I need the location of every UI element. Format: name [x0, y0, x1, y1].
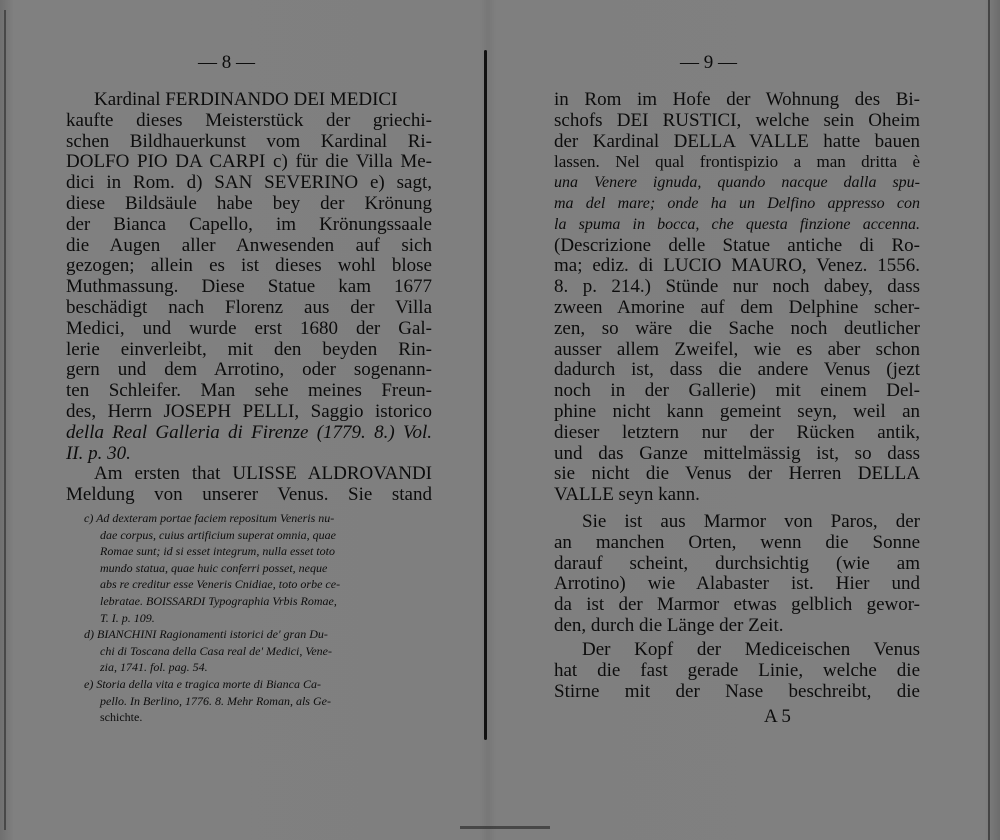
text-line: schofs DEI RUSTICI, welche sein Oheim — [554, 109, 920, 131]
text-line: (Descrizione delle Statue antiche di Ro- — [554, 234, 920, 256]
footnotes — [84, 510, 436, 726]
footnote-line: abs re creditur esse Veneris Cnidiae, toto orbe ce- — [100, 577, 341, 592]
right-paragraph-1 — [554, 90, 920, 506]
left-body-text — [66, 90, 432, 506]
footnote-line: c) Ad dexteram portae faciem repositum Veneris nu- — [84, 511, 335, 525]
text-line: kaufte dieses Meisterstück der griechi- — [66, 109, 432, 131]
text-line: den, durch die Länge der Zeit. — [554, 614, 784, 636]
text-line: darauf scheint, durchsichtig (wie am — [554, 552, 920, 574]
text-line: ma del mare; onde ha un Delfino appresso con — [554, 194, 920, 212]
text-line: Der Kopf der Mediceischen Venus — [582, 639, 920, 660]
footnote-line: pello. In Berlino, 1776. 8. Mehr Roman, als Ge- — [100, 693, 331, 708]
text-line: gezogen; allein es ist dieses wohl blose — [66, 255, 432, 277]
text-line: II. p. 30. — [66, 442, 131, 464]
footnote-line: zia, 1741. fol. pag. 54. — [100, 660, 208, 675]
text-line: una Venere ignuda, quando nacque dalla spu- — [554, 174, 920, 192]
footnote-line: e) Storia della vita e tragica morte di Bianca Ca- — [84, 676, 321, 691]
text-line: della Real Galleria di Firenze (1779. 8.) Vol. — [66, 421, 432, 443]
text-line: zween Amorine auf dem Delphine scher- — [554, 296, 920, 318]
text-line: ausser allem Zweifel, wie es aber schon — [554, 338, 920, 360]
footnote-line: schichte. — [100, 710, 143, 725]
text-line: beschädigt nach Florenz aus der Villa — [66, 296, 432, 318]
text-line: und das Ganze mittelmässig ist, so dass — [554, 442, 920, 464]
text-line: 8. p. 214.) Stünde nur noch dabey, dass — [554, 276, 920, 298]
right-page-edge — [988, 0, 990, 840]
footnote-line: T. I. p. 109. — [100, 610, 155, 625]
text-line: schen Bildhauerkunst vom Kardinal Ri- — [66, 130, 432, 152]
text-line: in Rom im Hofe der Wohnung des Bi- — [554, 89, 920, 110]
footnote-line: d) BIANCHINI Ragionamenti istorici de' gran Du- — [84, 627, 328, 642]
text-line: der Bianca Capello, im Krönungssaale — [66, 213, 432, 235]
right-paragraph-2 — [554, 512, 920, 637]
footnote-line: lebratae. BOISSARDI Typographia Vrbis Romae, — [100, 593, 337, 608]
text-line: Muthmassung. Diese Statue kam 1677 — [66, 276, 432, 298]
footnote-line: dae corpus, cuius artificium superat omnia, quae — [100, 527, 336, 542]
text-line: dieser letztern nur der Rücken antik, — [554, 421, 920, 443]
text-line: ma; ediz. di LUCIO MAURO, Venez. 1556. — [554, 255, 920, 277]
text-line: lassen. Nel qual frontispizio a man dritta è — [554, 152, 920, 172]
text-line: die Augen aller Anwesenden auf sich — [66, 234, 432, 256]
text-line: Arrotino) wie Alabaster ist. Hier und — [554, 573, 920, 595]
text-line: sie nicht die Venus der Herren DELLA — [554, 463, 920, 485]
text-line: dici in Rom. d) SAN SEVERINO e) sagt, — [66, 172, 432, 194]
text-line: an manchen Orten, wenn die Sonne — [554, 531, 920, 553]
text-line: lerie einverleibt, mit den beyden Rin- — [66, 338, 432, 360]
footnote-line: chi di Toscana della Casa real de' Medici, Vene- — [100, 643, 332, 658]
left-page-edge — [4, 10, 6, 830]
text-line: diese Bildsäule habe bey der Krönung — [66, 192, 432, 214]
text-line: Stirne mit der Nase beschreibt, die — [554, 680, 920, 702]
text-line: Medici, und wurde erst 1680 der Gal- — [66, 317, 432, 339]
text-line: phine nicht kann gemeint seyn, weil an — [554, 400, 920, 422]
text-line: noch in der Gallerie) mit einem Del- — [554, 380, 920, 402]
text-line: DOLFO PIO DA CARPI c) für die Villa Me- — [66, 151, 432, 173]
page-number-left: — 8 — — [198, 52, 255, 73]
text-line: gern und dem Arrotino, oder sogenann- — [66, 359, 432, 381]
text-line: zen, so wäre die Sache noch deutlicher — [554, 317, 920, 339]
footnote-line: mundo statua, quae huic conferri posset, neque — [100, 560, 328, 575]
right-paragraph-3 — [554, 640, 920, 702]
text-line: dadurch ist, dass die andere Venus (jezt — [554, 359, 920, 381]
text-line: Am ersten that ULISSE ALDROVANDI — [94, 463, 432, 485]
footnote-line: Romae sunt; id si esset integrum, nulla esset toto — [100, 544, 335, 559]
text-line: Kardinal FERDINANDO DEI MEDICI — [94, 89, 398, 110]
text-line: der Kardinal DELLA VALLE hatte bauen — [554, 130, 920, 152]
text-line: Meldung von unserer Venus. Sie stand — [66, 484, 432, 506]
text-line: Sie ist aus Marmor von Paros, der — [582, 511, 920, 532]
text-line: la spuma in bocca, che questa finzione accenna. — [554, 215, 920, 233]
book-gutter — [484, 50, 487, 740]
text-line: ten Schleifer. Man sehe meines Freun- — [66, 380, 432, 402]
text-line: des, Herrn JOSEPH PELLI, Saggio istorico — [66, 400, 432, 422]
page-number-right: — 9 — — [680, 52, 737, 73]
spine-bottom-edge — [460, 826, 550, 829]
text-line: VALLE seyn kann. — [554, 484, 700, 506]
text-line: da ist der Marmor etwas gelblich gewor- — [554, 594, 920, 616]
text-line: hat die fast gerade Linie, welche die — [554, 659, 920, 681]
catchword-signature: A 5 — [764, 706, 791, 727]
